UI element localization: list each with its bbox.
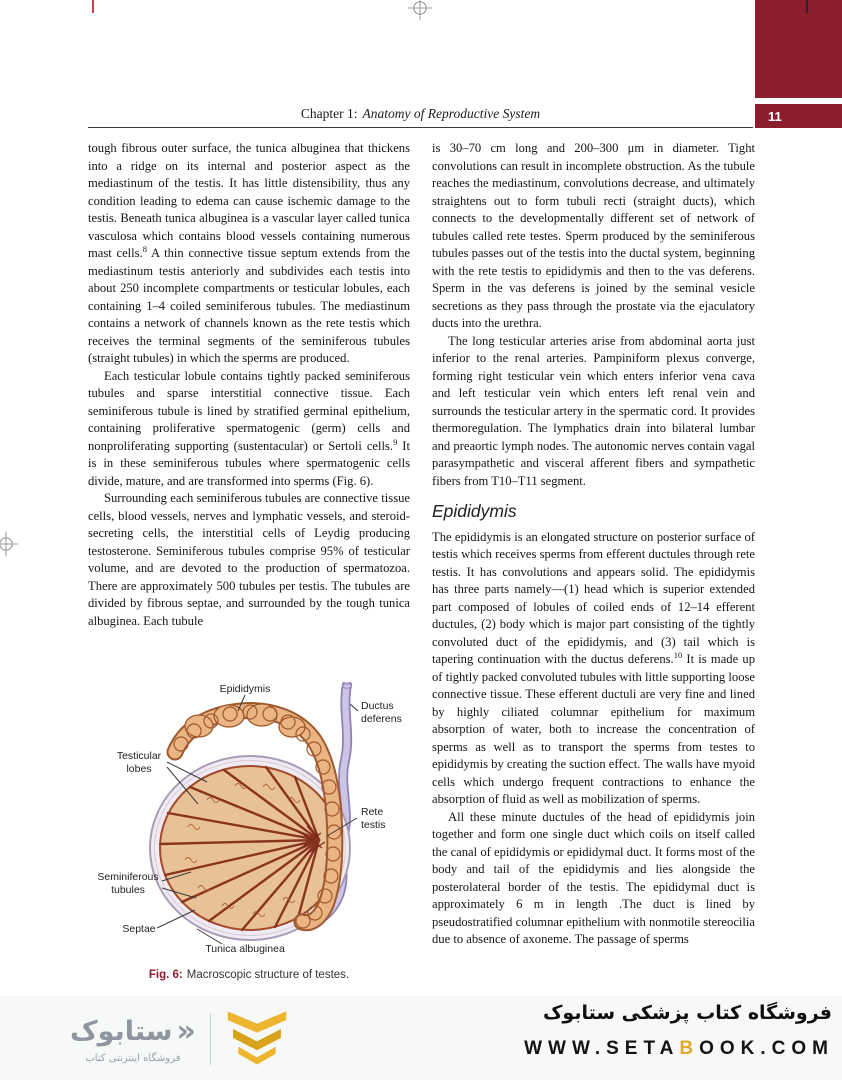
page-number-tab [755, 104, 842, 128]
figure-caption-text: Macroscopic structure of testes. [186, 969, 350, 981]
text-run: It is in these seminiferous tubules where spermatogenic cells divide, mature, and are transformed into sperms (Fig. 6). [88, 438, 410, 488]
right-column [432, 140, 755, 949]
label-rete-testis-1: Rete [361, 806, 384, 818]
figure-6-testis-diagram [95, 682, 415, 964]
label-tunica-albuginea: Tunica albuginea [205, 943, 285, 955]
testis-illustration [95, 682, 415, 964]
chapter-title: Anatomy of Reproductive System [362, 106, 541, 121]
paragraph-epididymal-duct: All these minute ductules of the head of epididymis join together and form one single duct which coils on itself called the canal of epididymis or epididymal duct. It forms most of the body and tail of the epididymis and lies alongside the posterolateral border of the testis. The epididymal duct is approximately 6 m in length .The duct is lined by pseudostratified columnar epithelium with nonmotile stereocilia due to absence of axoneme. The passage of sperms [432, 809, 755, 946]
gold-chevrons-logo-icon [225, 1006, 289, 1073]
paragraph-interstitial-cells: Surrounding each seminiferous tubules are connective tissue cells, blood vessels, nerves and lymphatic vessels, and steroid-secreting cells, the interstitial cells of Leydig producing testosterone. Seminiferous tubules comprise 95% of testicular volume, and are devoted to the production of spermatozoa. There are approximately 500 tubules per testis. The tubules are divided by fibrous septae, and surrounded by the tough tunica albuginea. Each tubule [88, 491, 410, 628]
footnote-ref-10: 10 [673, 649, 683, 660]
label-seminiferous-tubules-1: Seminiferous [97, 871, 159, 883]
brand-block [70, 1014, 196, 1064]
label-rete-testis-2: testis [361, 819, 386, 831]
paragraph-testicular-lobule [88, 368, 410, 491]
paragraph-epididymis-structure [432, 529, 755, 809]
logo-divider [210, 1013, 211, 1065]
section-heading-epididymis: Epididymis [432, 501, 517, 521]
brand-subtitle-persian: فروشگاه اینترنتی کتاب [85, 1053, 181, 1064]
text-run: A thin connective tissue septum extends from the mediastinum testis anteriorly and subdivides each testis into about 250 incomplete compartments or testicular lobules, each containing 1–4 coiled seminiferous tubules. The mediastinum contains a network of channels known as the rete testis which receives the terminal segments of the seminiferous tubules (straight tubules) in which the sperms are produced. [88, 246, 410, 365]
running-header [88, 106, 753, 122]
paragraph-tunica-albuginea [88, 140, 410, 368]
footnote-ref-8: 8 [142, 243, 147, 254]
left-column [88, 140, 410, 630]
paragraph-testicular-arteries: The long testicular arteries arise from abdominal aorta just inferior to the renal arteries. Pampiniform plexus converge, forming right testicular vein which enters inferior vena cava and left testicular vein which enters left renal vein and surrounds the testicular artery in the spermatic cord. It provides thermoregulation. The lymphatics drain into bilateral lumbar and preaortic lymph nodes. The autonomic nerves contain vagal parasympathetic and visceral afferent fibers and sympathetic fibers from T10–T11 segment. [432, 333, 755, 488]
fold-mark [806, 0, 808, 13]
chapter-label: Chapter 1: [300, 106, 358, 121]
chevron-mark-icon: « [176, 1014, 196, 1049]
brand-wordmark [70, 1014, 196, 1049]
header-rule [88, 127, 753, 128]
text-run: The epididymis is an elongated structure on posterior surface of testis which receives sperms from efferent ductules through rete testis. It has convolutions and appears solid. The epididymis has three parts namely—(1) head which is superior extended part composed of lobules of coiled ends of 12–14 efferent ductules, (2) body which is major part consisting of the tightly convoluted duct of the epididymis, and (3) tail which is tapering continuation with the ductus deferens. [432, 529, 755, 666]
label-septae: Septae [122, 923, 156, 935]
footnote-ref-9: 9 [393, 436, 398, 447]
page-number: 11 [768, 108, 782, 124]
figure-caption-label: Fig. 6: [148, 969, 183, 981]
url-segment: WWW.SETA [524, 1038, 680, 1059]
crop-mark-red [92, 0, 94, 13]
text-run: It is made up of tightly packed convoluted tubules with little supporting loose connective tissue. These efferent ductuli are very fine and lined by highly ciliated columnar epithelium for maximum absorption of water, both to increase the concentration of sperms as well as to transport the sperms from testes to epididymis by creating the suction effect. The walls have myoid cells which undergo frequent contractions to enhance the absorption of fluid as well as mobilization of sperms. [432, 652, 755, 806]
setabook-logo [70, 1006, 289, 1072]
shop-url [524, 1038, 834, 1060]
text-run: Each testicular lobule contains tightly packed seminiferous tubules and sparse interstitial connective tissue. Each seminiferous tubule is lined by stratified germinal epithelium, containing proliferative spermatogenic (germ) cells and nonproliferating supporting (sustentacular) or Sertoli cells. [88, 368, 410, 453]
shop-title-persian: فروشگاه کتاب پزشکی ستابوک [542, 1002, 832, 1024]
text-run: tough fibrous outer surface, the tunica albuginea that thickens into a ridge on its internal and posterior aspect as the mediastinum of the testis. It has little distensibility, thus any condition leading to edema can cause ischemic damage to the testis. Beneath tunica albuginea is a vascular layer called tunica vasculosa which contains blood vessels containing numerous mast cells. [88, 141, 410, 260]
label-seminiferous-tubules-2: tubules [111, 884, 145, 896]
registration-target-top-icon [406, 0, 434, 27]
figure-caption [88, 969, 410, 981]
label-testicular-lobes-2: lobes [126, 763, 152, 775]
label-epididymis: Epididymis [219, 683, 271, 695]
brand-name-persian: ستابوک [70, 1016, 173, 1047]
label-ductus-deferens-2: deferens [361, 713, 402, 725]
label-testicular-lobes-1: Testicular [116, 750, 162, 762]
url-segment: OOK.COM [699, 1038, 834, 1059]
url-accent-letter: B [679, 1038, 700, 1059]
registration-target-left-icon [0, 530, 20, 563]
paragraph-tubule-dimensions: is 30–70 cm long and 200–300 μm in diameter. Tight convolutions can result in incomplete obstruction. As the tubule reaches the mediastinum, convolutions decrease, and ultimately straightens out to form tubuli recti (straight ducts), which connects to the developmentally different set of network of tubules called rete testes. Sperm produced by the seminiferous tubules passes out of the testis into the ductal system, beginning with the rete testis to epididymis and then to the vas deferens. Sperm in the vas deferens is joined by the seminal vesicle secretions as they pass through the prostate via the ejaculatory ducts into the urethra. [432, 141, 755, 330]
label-ductus-deferens-1: Ductus [361, 700, 394, 712]
chapter-edge-tab [755, 0, 842, 98]
